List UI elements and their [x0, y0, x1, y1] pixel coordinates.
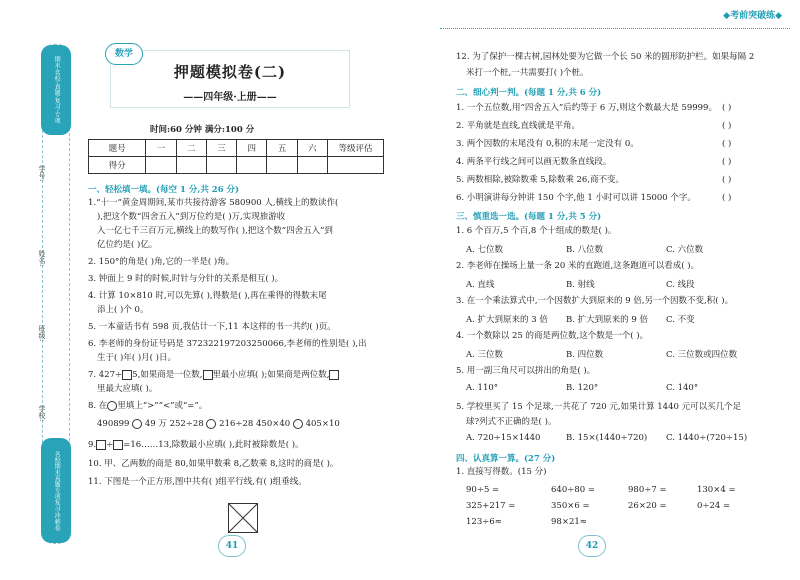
judge-6: 6. 小明演讲每分钟讲 150 个字,他 1 小时可以讲 15000 个字。 — [456, 193, 696, 203]
question-5: 5. 一本童话书有 598 页,我估计一下,11 本这样的书一共约( )页。 — [88, 322, 336, 332]
binding-bottom-badge: 名校期末真题专项复习·冲刺卷 — [41, 438, 71, 543]
calc-item[interactable]: 0÷24 = — [696, 501, 731, 511]
choice-3-option-c[interactable]: C. 不变 — [666, 315, 695, 325]
question-10: 10. 甲、乙两数的商是 80,如果甲数乘 8,乙数乘 8,这时的商是( )。 — [88, 459, 339, 469]
choice-1-option-a[interactable]: A. 七位数 — [466, 245, 504, 255]
choice-4-option-a[interactable]: A. 三位数 — [466, 350, 504, 360]
choice-6-line-1: 5. 学校里买了 15 个足球,一共花了 720 元,如果计算 1440 元可以买几个足 — [456, 402, 742, 412]
calc-item[interactable]: 130×4 = — [696, 485, 736, 495]
q9-text: ÷ — [106, 440, 114, 450]
q7-text: 5,如果商是一位数, — [132, 370, 203, 380]
choice-2-option-a[interactable]: A. 直线 — [466, 280, 495, 290]
blank-box[interactable] — [113, 440, 123, 450]
choice-4-option-c[interactable]: C. 三位数或四位数 — [666, 350, 738, 360]
answer-paren[interactable]: ( ) — [722, 157, 732, 167]
question-1-line-2: ),把这个数“四舍五入”到万位约是( )万,实现旅游收 — [97, 212, 286, 222]
score-table-row — [89, 157, 384, 174]
blank-box[interactable] — [122, 370, 132, 380]
calc-item[interactable]: 123÷6≈ — [466, 517, 502, 527]
calc-item[interactable]: 26×20 = — [628, 501, 667, 511]
choice-6-option-c[interactable]: C. 1440÷(720÷15) — [666, 433, 748, 443]
blank-box[interactable] — [96, 440, 106, 450]
blank-box[interactable] — [203, 370, 213, 380]
question-12-line-1: 12. 为了保护一棵古树,园林处要为它做一个长 50 米的圆形防护栏。如果每隔 2 — [456, 52, 755, 62]
binding-top-badge: 期末·名校·真题·复习·专项 — [41, 45, 71, 135]
exam-title: 押题模拟卷(二) — [173, 63, 287, 81]
q8-text: 8. 在 — [88, 401, 108, 411]
calc-item[interactable]: 640÷80 = — [551, 485, 596, 495]
table-cell: 题号 — [89, 140, 146, 157]
table-cell: 二 — [176, 140, 206, 157]
choice-3-option-b[interactable]: B. 扩大到原来的 9 倍 — [566, 315, 648, 325]
score-input-cell[interactable] — [146, 157, 176, 174]
choice-6-option-a[interactable]: A. 720÷15×1440 — [466, 433, 541, 443]
q8-item: 216÷28 450×40 — [219, 419, 291, 429]
choice-2: 2. 李老师在操场上量一条 20 米的直跑道,这条跑道可以看成( )。 — [456, 261, 700, 271]
question-1-line-1: 1.“十一”黄金周期间,某市共接待游客 580900 人,横线上的数读作( — [88, 198, 339, 208]
score-table-header — [89, 140, 384, 157]
choice-2-option-c[interactable]: C. 线段 — [666, 280, 695, 290]
q7-text: 7. 427÷ — [88, 370, 123, 380]
question-4-line-1: 4. 计算 10×810 时,可以先算( ),得数是( ),再在乘得的得数末尾 — [88, 291, 327, 301]
score-input-cell[interactable] — [206, 157, 236, 174]
section-tag: ◆考前突破练◆ — [723, 11, 782, 21]
question-12-line-2: 米打一个桩,一共需要打( )个桩。 — [466, 68, 589, 78]
question-6-line-2: 生于( )年( )月( )日。 — [97, 353, 177, 363]
table-cell: 得分 — [89, 157, 146, 174]
question-1-line-4: 亿位约是( )亿。 — [97, 240, 158, 250]
choice-5-option-a[interactable]: A. 110° — [466, 383, 499, 393]
question-11: 11. 下图是一个正方形,图中共有( )组平行线,有( )组垂线。 — [88, 477, 307, 487]
calc-item — [697, 514, 766, 530]
calc-row — [466, 498, 766, 514]
answer-paren[interactable]: ( ) — [722, 175, 732, 185]
class-field[interactable]: 班级: — [38, 325, 46, 342]
question-8 — [88, 400, 207, 413]
score-input-cell[interactable] — [237, 157, 267, 174]
subject-badge: 数学 — [105, 43, 143, 65]
square-diagonals-icon — [229, 504, 257, 532]
score-input-cell[interactable] — [328, 157, 384, 174]
exam-title-box — [110, 50, 350, 108]
calc-row — [466, 514, 766, 530]
q8-item: 405×10 — [305, 419, 340, 429]
section-4-heading: 四、认真算一算。(27 分) — [456, 454, 556, 464]
header-divider — [440, 28, 790, 29]
compare-circle[interactable] — [293, 419, 303, 429]
choice-6-option-b[interactable]: B. 15×(1440÷720) — [566, 433, 648, 443]
calc-table — [466, 482, 766, 530]
answer-paren[interactable]: ( ) — [722, 103, 732, 113]
choice-5-option-c[interactable]: C. 140° — [666, 383, 699, 393]
judge-3: 3. 两个因数的末尾没有 0,积的末尾一定没有 0。 — [456, 139, 639, 149]
question-9 — [88, 439, 304, 452]
table-cell: 六 — [297, 140, 327, 157]
q9-text: =16……13,除数最小应填( ),此时被除数是( )。 — [123, 440, 304, 450]
q7-text: 里最小应填( );如果商是两位数, — [212, 370, 330, 380]
question-8-items — [97, 418, 340, 431]
question-7-line-1 — [88, 369, 339, 382]
calc-item — [628, 514, 697, 530]
table-cell: 四 — [237, 140, 267, 157]
answer-paren[interactable]: ( ) — [722, 193, 732, 203]
time-score-line: 时间:60 分钟 满分:100 分 — [150, 125, 255, 135]
question-1-line-3: 入一亿七千三百万元,横线上的数写作( ),把这个数“四舍五入”到 — [97, 226, 333, 236]
judge-2: 2. 平角就是直线,直线就是平角。 — [456, 121, 581, 131]
judge-4: 4. 两条平行线之间可以画无数条直线段。 — [456, 157, 612, 167]
q8-item: 490899 — [97, 419, 130, 429]
score-input-cell[interactable] — [297, 157, 327, 174]
school-field[interactable]: 学校: — [38, 405, 46, 422]
compare-circle[interactable] — [206, 419, 216, 429]
choice-5: 5. 用一副三角尺可以拼出的角是( )。 — [456, 366, 596, 376]
student-id-field[interactable]: 学号: — [38, 165, 46, 182]
judge-1: 1. 一个五位数,用“四舍五入”后约等于 6 万,则这个数最大是 59999。 — [456, 103, 717, 113]
choice-5-option-b[interactable]: B. 120° — [566, 383, 599, 393]
score-input-cell[interactable] — [267, 157, 297, 174]
table-cell: 等级评估 — [328, 140, 384, 157]
calc-item[interactable]: 350×6 = — [551, 501, 590, 511]
section-3-heading: 三、慎重选一选。(每题 1 分,共 5 分) — [456, 212, 602, 222]
question-3: 3. 钟面上 9 时的时候,时针与分针的关系是相互( )。 — [88, 274, 284, 284]
calc-item[interactable]: 90÷5 = — [466, 485, 500, 495]
choice-4: 4. 一个数除以 25 的商是两位数,这个数是一个( )。 — [456, 331, 649, 341]
calc-title: 1. 直接写得数。(15 分) — [456, 467, 547, 477]
choice-1-option-b[interactable]: B. 八位数 — [566, 245, 604, 255]
q8-item: 49 万 252÷28 — [144, 419, 204, 429]
calc-item[interactable]: 980÷7 = — [628, 485, 667, 495]
choice-1-option-c[interactable]: C. 六位数 — [666, 245, 704, 255]
q8-text: 里填上“>”“<”或“=”。 — [117, 401, 208, 411]
answer-paren[interactable]: ( ) — [722, 139, 732, 149]
question-2: 2. 150°的角是( )角,它的一半是( )角。 — [88, 257, 235, 267]
choice-3-option-a[interactable]: A. 扩大到原来的 3 倍 — [466, 315, 548, 325]
blank-box[interactable] — [329, 370, 339, 380]
table-cell: 一 — [146, 140, 176, 157]
calc-item[interactable]: 98×21≈ — [551, 517, 587, 527]
table-cell: 三 — [206, 140, 236, 157]
score-table — [88, 139, 384, 174]
table-cell: 五 — [267, 140, 297, 157]
compare-circle[interactable] — [107, 401, 117, 411]
question-7-line-2: 里最大应填( )。 — [97, 384, 158, 394]
choice-1: 1. 6 个百万,5 个百,8 个十组成的数是( )。 — [456, 226, 617, 236]
question-6-line-1: 6. 李老师的身份证号码是 372322197203250066,李老师的性别是( ),出 — [88, 339, 367, 349]
judge-5: 5. 两数相除,被除数乘 5,除数乘 26,商不变。 — [456, 175, 625, 185]
compare-circle[interactable] — [132, 419, 142, 429]
answer-paren[interactable]: ( ) — [722, 121, 732, 131]
choice-2-option-b[interactable]: B. 射线 — [566, 280, 595, 290]
page-number-right: 42 — [578, 535, 606, 557]
name-field[interactable]: 姓名: — [38, 250, 46, 267]
q9-text: 9. — [88, 440, 97, 450]
question-4-line-2: 添上( )个 0。 — [97, 305, 149, 315]
exam-subtitle: ——四年级·上册—— — [183, 92, 277, 103]
right-page — [400, 0, 800, 580]
score-input-cell[interactable] — [176, 157, 206, 174]
calc-item[interactable]: 325+217 = — [466, 501, 516, 511]
choice-4-option-b[interactable]: B. 四位数 — [566, 350, 604, 360]
page-number-left: 41 — [218, 535, 246, 557]
choice-3: 3. 在一个乘法算式中,一个因数扩大到原来的 9 倍,另一个因数不变,积( )。 — [456, 296, 734, 306]
square-figure — [228, 503, 258, 533]
calc-row — [466, 482, 766, 498]
choice-6-line-2: 球?列式不正确的是( )。 — [466, 417, 557, 427]
binding-strip — [38, 44, 70, 544]
section-1-heading: 一、轻松填一填。(每空 1 分,共 26 分) — [88, 185, 240, 195]
section-2-heading: 二、细心判一判。(每题 1 分,共 6 分) — [456, 88, 602, 98]
